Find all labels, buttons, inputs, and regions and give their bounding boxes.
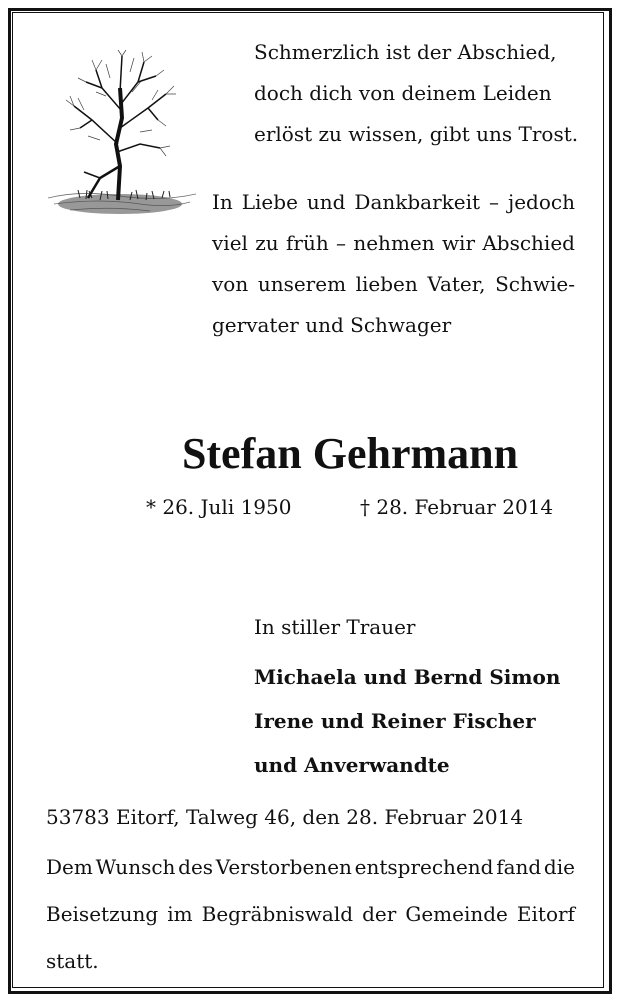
- word: früh: [285, 231, 329, 255]
- intro-line: [212, 305, 575, 346]
- word: von: [212, 272, 249, 296]
- word: Dankbarkeit: [354, 190, 481, 214]
- word: zu: [255, 231, 279, 255]
- burial-note: [46, 844, 575, 985]
- mourning-label: In stiller Trauer: [254, 615, 416, 639]
- word: wir: [441, 231, 476, 255]
- word: –: [336, 231, 347, 255]
- quote-line: Schmerzlich ist der Abschied,: [254, 40, 557, 64]
- word: gervater und Schwager: [212, 313, 452, 337]
- word: Begräbniswald: [201, 902, 354, 926]
- word: Abschied: [482, 231, 575, 255]
- note-line: [46, 844, 575, 891]
- note-line: [46, 938, 575, 985]
- birth-date: * 26. Juli 1950: [146, 495, 292, 519]
- word: In: [212, 190, 233, 214]
- family-member: Irene und Reiner Fischer: [254, 709, 536, 733]
- family-member: Michaela und Bernd Simon: [254, 665, 561, 689]
- family-list: [254, 655, 560, 787]
- address-line: 53783 Eitorf, Talweg 46, den 28. Februar 2014: [46, 805, 524, 829]
- tree-icon: [40, 48, 200, 226]
- word: der: [362, 902, 397, 926]
- word: –: [489, 190, 500, 214]
- quote-block: [254, 32, 578, 155]
- death-date: † 28. Februar 2014: [360, 495, 554, 519]
- intro-line: [212, 223, 575, 264]
- intro-line: [212, 182, 575, 223]
- word: fand: [496, 855, 542, 879]
- note-line: [46, 891, 575, 938]
- family-member: und Anverwandte: [254, 753, 450, 777]
- word: nehmen: [353, 231, 435, 255]
- word: Verstorbenen: [215, 855, 352, 879]
- intro-block: [212, 182, 575, 346]
- word: Dem: [46, 855, 93, 879]
- word: unserem: [257, 272, 347, 296]
- word: jedoch: [508, 190, 575, 214]
- word: Gemeinde: [405, 902, 508, 926]
- word: lieben: [355, 272, 418, 296]
- word: Eitorf: [516, 902, 575, 926]
- quote-line: doch dich von deinem Leiden: [254, 81, 552, 105]
- word: Schwie-: [495, 272, 575, 296]
- word: die: [543, 855, 575, 879]
- deceased-name: Stefan Gehrmann: [181, 429, 519, 478]
- quote-line: erlöst zu wissen, gibt uns Trost.: [254, 122, 579, 146]
- intro-line: [212, 264, 575, 305]
- word: Beisetzung: [46, 902, 159, 926]
- word: Vater,: [427, 272, 486, 296]
- word: entsprechend: [354, 855, 494, 879]
- word: Wunsch: [95, 855, 176, 879]
- word: statt.: [46, 949, 99, 973]
- word: Liebe: [241, 190, 298, 214]
- word: im: [167, 902, 193, 926]
- word: und: [306, 190, 346, 214]
- word: viel: [212, 231, 248, 255]
- word: des: [178, 855, 214, 879]
